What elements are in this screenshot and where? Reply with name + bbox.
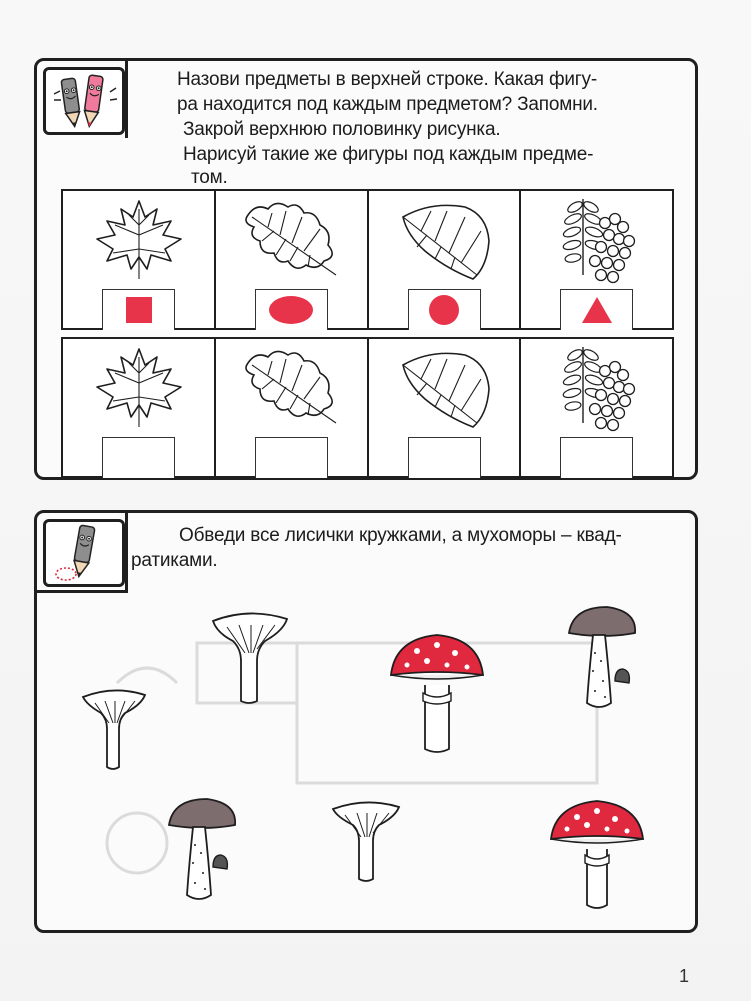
task2-line-2: ратиками. bbox=[131, 550, 218, 571]
cell-birch-leaf bbox=[369, 191, 522, 328]
boletus-mushroom-1[interactable] bbox=[563, 603, 643, 715]
birch-leaf-icon bbox=[391, 195, 499, 285]
empty-slot-3[interactable] bbox=[408, 437, 481, 478]
cell-oak-leaf bbox=[216, 191, 369, 328]
task-panel-shapes bbox=[34, 58, 698, 480]
shape-slot-3 bbox=[408, 289, 481, 330]
cell-rowan-branch bbox=[521, 191, 672, 328]
maple-leaf-icon bbox=[85, 195, 193, 285]
birch-leaf-icon bbox=[391, 343, 499, 433]
pencil-icon-box bbox=[43, 519, 125, 587]
maple-leaf-icon bbox=[85, 343, 193, 433]
page-number: 1 bbox=[678, 966, 689, 986]
task1-line-5-wrap bbox=[191, 165, 228, 190]
task1-line-3: Закрой верхнюю половинку рисунка. bbox=[183, 119, 501, 140]
task-panel-mushrooms bbox=[34, 510, 698, 933]
pencil-drawing-icon bbox=[46, 522, 124, 586]
chanterelle-mushroom-2[interactable] bbox=[209, 609, 291, 709]
empty-slot-2[interactable] bbox=[255, 437, 328, 478]
task2-instructions bbox=[131, 523, 699, 573]
task1-line-4: Нарисуй такие же фигуры под каждым предме- bbox=[183, 144, 594, 165]
empty-slot-4[interactable] bbox=[560, 437, 633, 478]
cell-oak-leaf-2 bbox=[216, 339, 369, 476]
task1-instructions bbox=[177, 67, 697, 167]
square-shape bbox=[126, 297, 152, 323]
cell-rowan-branch-2 bbox=[521, 339, 672, 476]
oak-leaf-icon bbox=[238, 195, 346, 285]
rowan-branch-icon bbox=[543, 343, 651, 435]
items-row-empty bbox=[61, 337, 674, 478]
fly-agaric-mushroom-2[interactable] bbox=[547, 795, 647, 913]
icon-divider-bottom bbox=[37, 590, 128, 593]
pencils-icon bbox=[46, 70, 124, 134]
oak-leaf-icon bbox=[238, 343, 346, 433]
oval-shape bbox=[269, 296, 313, 324]
task1-line-1: Назови предметы в верхней строке. Какая фигу- bbox=[177, 69, 597, 90]
triangle-shape bbox=[580, 295, 614, 325]
circle-shape bbox=[429, 295, 459, 325]
items-row-with-shapes bbox=[61, 189, 674, 330]
task1-line-2: ра находится под каждым предметом? Запомни. bbox=[177, 94, 598, 115]
chanterelle-mushroom-3[interactable] bbox=[329, 797, 403, 885]
rowan-branch-icon bbox=[543, 195, 651, 287]
icon-divider bbox=[125, 61, 128, 138]
pencils-icon-box bbox=[43, 67, 125, 135]
icon-divider-2 bbox=[125, 513, 128, 590]
task2-line-1: Обведи все лисички кружками, а мухоморы – квад- bbox=[179, 525, 622, 546]
task1-line-5: том. bbox=[191, 167, 228, 188]
boletus-mushroom-2[interactable] bbox=[163, 795, 243, 907]
shape-slot-1 bbox=[102, 289, 175, 330]
shape-slot-2 bbox=[255, 289, 328, 330]
cell-maple-leaf bbox=[63, 191, 216, 328]
fly-agaric-mushroom-1[interactable] bbox=[387, 629, 487, 757]
chanterelle-mushroom-1[interactable] bbox=[79, 683, 149, 773]
cell-maple-leaf-2 bbox=[63, 339, 216, 476]
shape-slot-4 bbox=[560, 289, 633, 330]
cell-birch-leaf-2 bbox=[369, 339, 522, 476]
empty-slot-1[interactable] bbox=[102, 437, 175, 478]
